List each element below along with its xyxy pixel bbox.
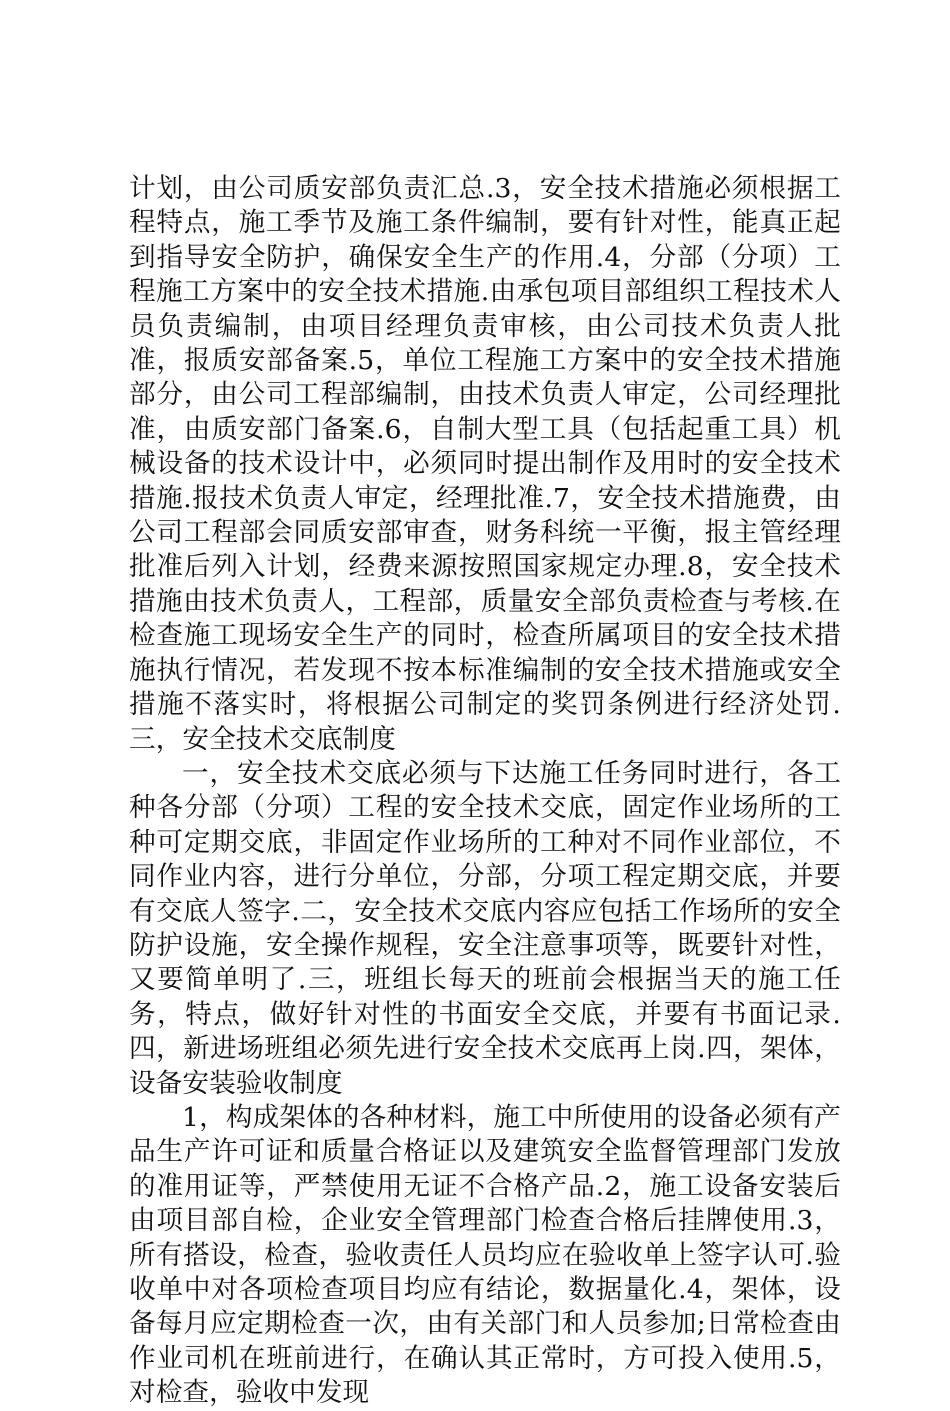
document-body <box>129 172 841 1411</box>
paragraph-3: 1，构成架体的各种材料，施工中所使用的设备必须有产品生产许可证和质量合格证以及建筑安全监督管理部门发放的准用证等，严禁使用无证不合格产品.2，施工设备安装后由项目部自检，企业安全管理部门检查合格后挂牌使用.3，所有搭设，检查，验收责任人员均应在验收单上签字认可.验收单中对各项检查项目均应有结论，数据量化.4，架体，设备每月应定期检查一次，由有关部门和人员参加;日常检查由作业司机在班前进行，在确认其正常时，方可投入使用.5，对检查，验收中发现 <box>129 1101 841 1409</box>
paragraph-2: 一，安全技术交底必须与下达施工任务同时进行，各工种各分部（分项）工程的安全技术交底，固定作业场所的工种可定期交底，非固定作业场所的工种对不同作业部位，不同作业内容，进行分单位，分部，分项工程定期交底，并要有交底人签字.二，安全技术交底内容应包括工作场所的安全防护设施，安全操作规程，安全注意事项等，既要针对性，又要简单明了.三，班组长每天的班前会根据当天的施工任务，特点，做好针对性的书面安全交底，并要有书面记录.四，新进场班组必须先进行安全技术交底再上岗.四，架体，设备安装验收制度 <box>129 757 841 1099</box>
paragraph-1: 计划，由公司质安部负责汇总.3，安全技术措施必须根据工程特点，施工季节及施工条件编制，要有针对性，能真正起到指导安全防护，确保安全生产的作用.4，分部（分项）工程施工方案中的安全技术措施.由承包项目部组织工程技术人员负责编制，由项目经理负责审核，由公司技术负责人批准，报质安部备案.5，单位工程施工方案中的安全技术措施部分，由公司工程部编制，由技术负责人审定，公司经理批准，由质安部门备案.6，自制大型工具（包括起重工具）机械设备的技术设计中，必须同时提出制作及用时的安全技术措施.报技术负责人审定，经理批准.7，安全技术措施费，由公司工程部会同质安部审查，财务科统一平衡，报主管经理批准后列入计划，经费来源按照国家规定办理.8，安全技术措施由技术负责人，工程部，质量安全部负责检查与考核.在检查施工现场安全生产的同时，检查所属项目的安全技术措施执行情况，若发现不按本标准编制的安全技术措施或安全措施不落实时，将根据公司制定的奖罚条例进行经济处罚.三，安全技术交底制度 <box>129 173 841 755</box>
